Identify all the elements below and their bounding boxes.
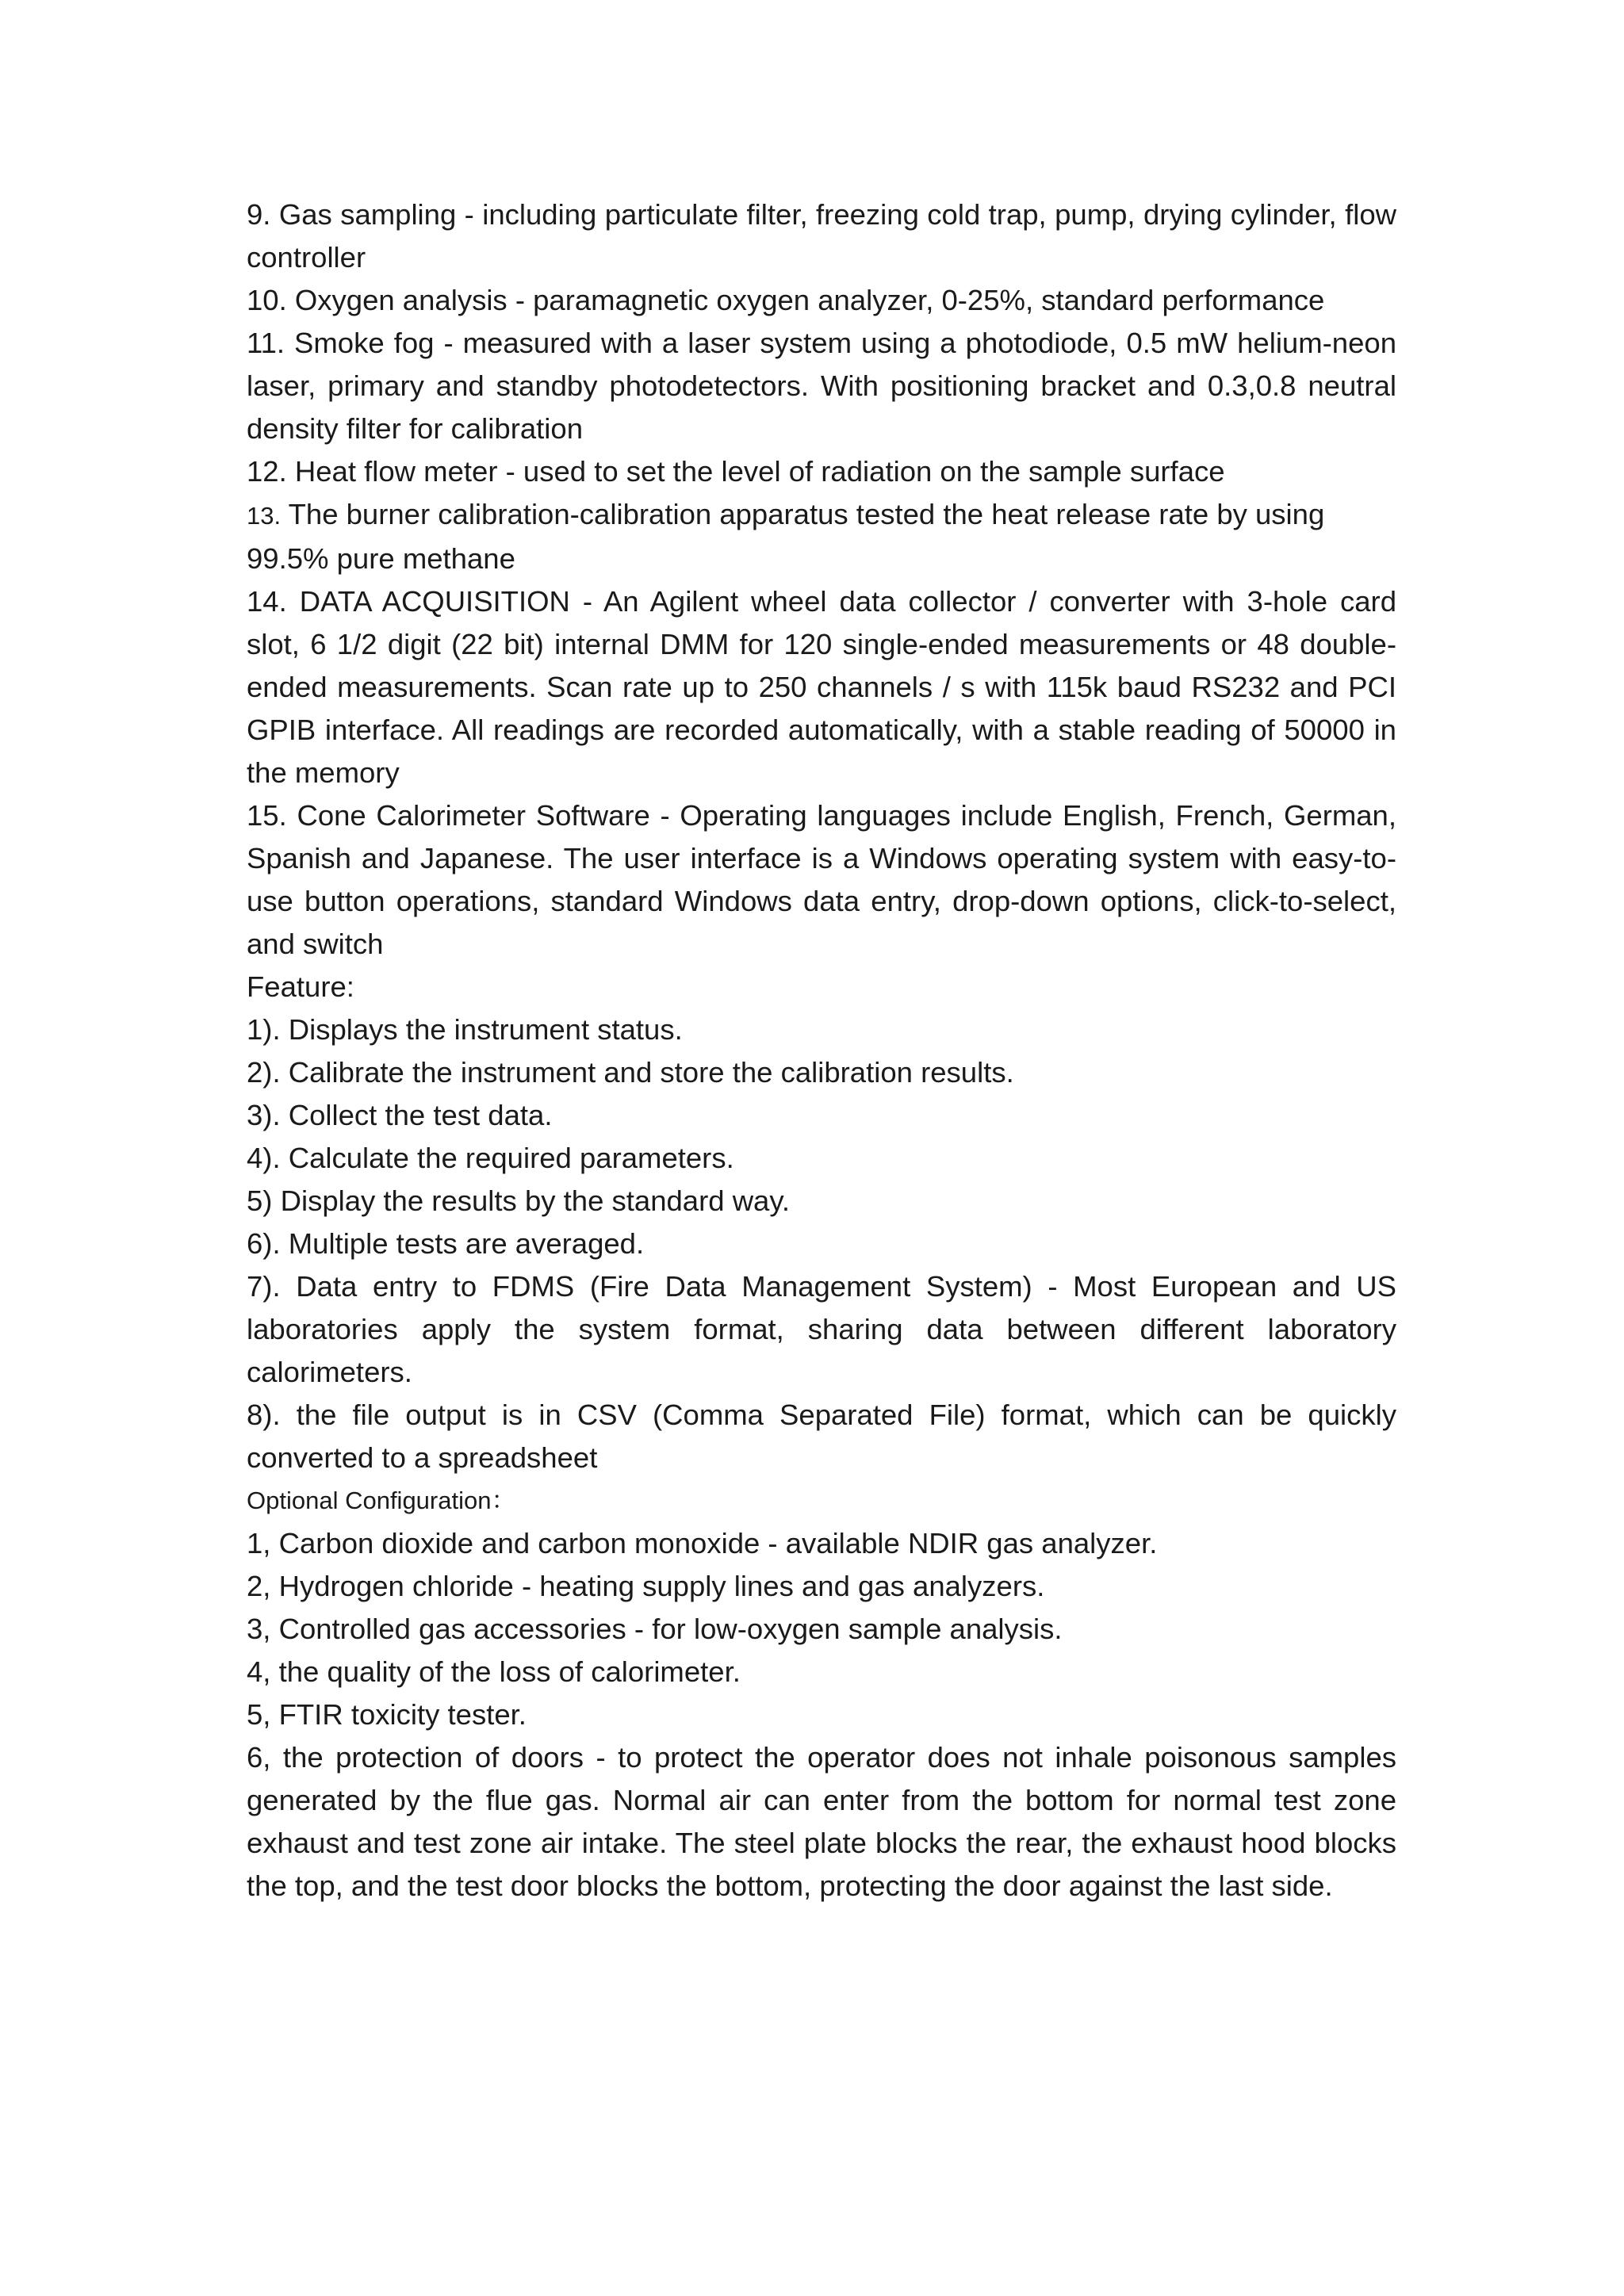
optional-item: 5, FTIR toxicity tester.: [247, 1698, 527, 1731]
feature-item: 6). Multiple tests are averaged.: [247, 1227, 645, 1260]
item-data-acquisition: 14. DATA ACQUISITION - An Agilent wheel data collector / converter with 3-hole card slot, 6 1/2 digit (22 bit) internal DMM for 120 single-ended measurements or 48 double-ended measurements. Scan rate up to 250 channels / s with 115k baud RS232 and PCI GPIB interface. All readings are recorded automatically, with a stable reading of 50000 in the memory: [247, 585, 1396, 789]
feature-item: 1). Displays the instrument status.: [247, 1013, 683, 1046]
item-burner-calibration-number: 13.: [247, 502, 282, 530]
optional-item: 1, Carbon dioxide and carbon monoxide - available NDIR gas analyzer.: [247, 1527, 1158, 1559]
optional-item: 2, Hydrogen chloride - heating supply lines and gas analyzers.: [247, 1570, 1045, 1602]
optional-item: 6, the protection of doors - to protect the operator does not inhale poisonous samples generated by the flue gas. Normal air can enter from the bottom for normal test zone exhaust and test zone air intake. The steel plate blocks the rear, the exhaust hood blocks the top, and the test door blocks the bottom, protecting the door against the last side.: [247, 1741, 1396, 1902]
feature-item: 8). the file output is in CSV (Comma Separated File) format, which can be quickly converted to a spreadsheet: [247, 1399, 1396, 1474]
optional-configuration-heading: Optional Configuration：: [247, 1487, 516, 1514]
feature-item: 3). Collect the test data.: [247, 1099, 553, 1131]
optional-item: 4, the quality of the loss of calorimeter.: [247, 1655, 741, 1688]
feature-heading: Feature:: [247, 970, 354, 1003]
item-smoke-fog: 11. Smoke fog - measured with a laser system using a photodiode, 0.5 mW helium-neon laser, primary and standby photodetectors. With positioning bracket and 0.3,0.8 neutral density filter for calibration: [247, 327, 1396, 445]
item-burner-calibration: [247, 493, 1396, 580]
item-burner-calibration-text: The burner calibration-calibration apparatus tested the heat release rate by using 99.5% pure methane: [247, 498, 1325, 575]
optional-item: 3, Controlled gas accessories - for low-oxygen sample analysis.: [247, 1613, 1063, 1645]
feature-item: 5) Display the results by the standard way.: [247, 1184, 791, 1217]
feature-item: 7). Data entry to FDMS (Fire Data Management System) - Most European and US laboratories apply the system format, sharing data between different laboratory calorimeters.: [247, 1270, 1396, 1388]
item-oxygen-analysis: 10. Oxygen analysis - paramagnetic oxygen analyzer, 0-25%, standard performance: [247, 284, 1325, 316]
document-page: [247, 193, 1396, 1908]
feature-item: 4). Calculate the required parameters.: [247, 1142, 734, 1174]
feature-item: 2). Calibrate the instrument and store the calibration results.: [247, 1056, 1014, 1089]
item-gas-sampling: 9. Gas sampling - including particulate filter, freezing cold trap, pump, drying cylinder, flow controller: [247, 198, 1396, 274]
item-heat-flow-meter: 12. Heat flow meter - used to set the level of radiation on the sample surface: [247, 455, 1225, 488]
item-cone-calorimeter-software: 15. Cone Calorimeter Software - Operating languages include English, French, German, Spanish and Japanese. The user interface is a Windows operating system with easy-to-use button operations, standard Windows data entry, drop-down options, click-to-select, and switch: [247, 799, 1396, 960]
